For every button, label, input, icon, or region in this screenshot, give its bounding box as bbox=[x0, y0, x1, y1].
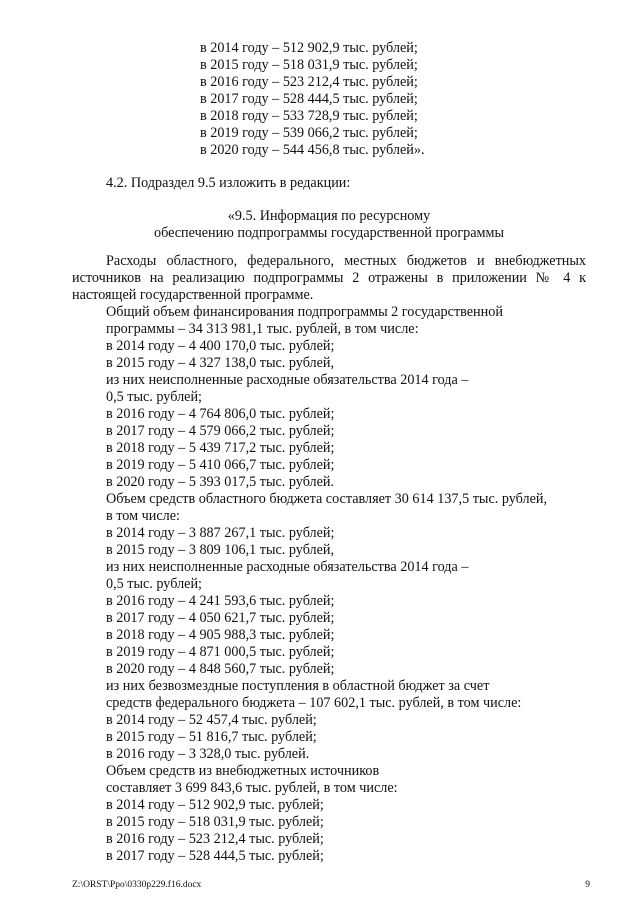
body-line: 0,5 тыс. рублей; bbox=[106, 576, 202, 592]
body-line: в 2014 году – 3 887 267,1 тыс. рублей; bbox=[106, 525, 335, 541]
body-line: из них неисполненные расходные обязательства 2014 года – bbox=[106, 372, 469, 388]
body-line: в 2018 году – 4 905 988,3 тыс. рублей; bbox=[106, 627, 335, 643]
body-line: в 2016 году – 3 328,0 тыс. рублей. bbox=[106, 746, 310, 762]
body-line: 0,5 тыс. рублей; bbox=[106, 389, 202, 405]
body-line: в 2015 году – 3 809 106,1 тыс. рублей, bbox=[106, 542, 335, 558]
list-item: в 2019 году – 539 066,2 тыс. рублей; bbox=[200, 125, 418, 141]
body-line: в 2020 году – 4 848 560,7 тыс. рублей; bbox=[106, 661, 335, 677]
paragraph-line: источников на реализацию подпрограммы 2 отражены в приложении № 4 к bbox=[72, 270, 586, 286]
body-line: Объем средств из внебюджетных источников bbox=[106, 763, 380, 779]
body-line: в 2015 году – 518 031,9 тыс. рублей; bbox=[106, 814, 324, 830]
body-line: Объем средств областного бюджета составляет 30 614 137,5 тыс. рублей, bbox=[106, 491, 548, 507]
body-line: в 2020 году – 5 393 017,5 тыс. рублей. bbox=[106, 474, 335, 490]
body-line: в 2015 году – 4 327 138,0 тыс. рублей, bbox=[106, 355, 335, 371]
body-line: составляет 3 699 843,6 тыс. рублей, в том числе: bbox=[106, 780, 398, 796]
body-line: в 2014 году – 4 400 170,0 тыс. рублей; bbox=[106, 338, 335, 354]
paragraph-line: Расходы областного, федерального, местных бюджетов и внебюджетных bbox=[106, 253, 586, 269]
body-line: в 2015 году – 51 816,7 тыс. рублей; bbox=[106, 729, 317, 745]
section-intro: 4.2. Подраздел 9.5 изложить в редакции: bbox=[106, 175, 351, 191]
body-line: в 2014 году – 52 457,4 тыс. рублей; bbox=[106, 712, 317, 728]
body-line: в 2016 году – 523 212,4 тыс. рублей; bbox=[106, 831, 324, 847]
body-line: из них безвозмездные поступления в областной бюджет за счет bbox=[106, 678, 490, 694]
page-number: 9 bbox=[585, 880, 590, 890]
section-title-line: обеспечению подпрограммы государственной программы bbox=[153, 225, 505, 241]
body-line: в том числе: bbox=[106, 508, 180, 524]
section-title-line: «9.5. Информация по ресурсному bbox=[227, 208, 431, 224]
body-line: программы – 34 313 981,1 тыс. рублей, в том числе: bbox=[106, 321, 419, 337]
footer-file-path: Z:\ORST\Ppo\0330p229.f16.docx bbox=[72, 880, 202, 890]
list-item: в 2015 году – 518 031,9 тыс. рублей; bbox=[200, 57, 418, 73]
body-line: средств федерального бюджета – 107 602,1 тыс. рублей, в том числе: bbox=[106, 695, 522, 711]
list-item: в 2016 году – 523 212,4 тыс. рублей; bbox=[200, 74, 418, 90]
list-item: в 2017 году – 528 444,5 тыс. рублей; bbox=[200, 91, 418, 107]
paragraph-line: настоящей государственной программе. bbox=[72, 287, 314, 303]
list-item: в 2014 году – 512 902,9 тыс. рублей; bbox=[200, 40, 418, 56]
body-line: в 2016 году – 4 241 593,6 тыс. рублей; bbox=[106, 593, 335, 609]
body-line: из них неисполненные расходные обязательства 2014 года – bbox=[106, 559, 469, 575]
list-item: в 2018 году – 533 728,9 тыс. рублей; bbox=[200, 108, 418, 124]
body-line: в 2016 году – 4 764 806,0 тыс. рублей; bbox=[106, 406, 335, 422]
body-line: в 2017 году – 4 579 066,2 тыс. рублей; bbox=[106, 423, 335, 439]
body-line: в 2019 году – 4 871 000,5 тыс. рублей; bbox=[106, 644, 335, 660]
body-line: в 2017 году – 528 444,5 тыс. рублей; bbox=[106, 848, 324, 864]
body-line: в 2014 году – 512 902,9 тыс. рублей; bbox=[106, 797, 324, 813]
body-line: Общий объем финансирования подпрограммы 2 государственной bbox=[106, 304, 503, 320]
body-line: в 2018 году – 5 439 717,2 тыс. рублей; bbox=[106, 440, 335, 456]
body-line: в 2019 году – 5 410 066,7 тыс. рублей; bbox=[106, 457, 335, 473]
body-line: в 2017 году – 4 050 621,7 тыс. рублей; bbox=[106, 610, 335, 626]
list-item: в 2020 году – 544 456,8 тыс. рублей». bbox=[200, 142, 425, 158]
